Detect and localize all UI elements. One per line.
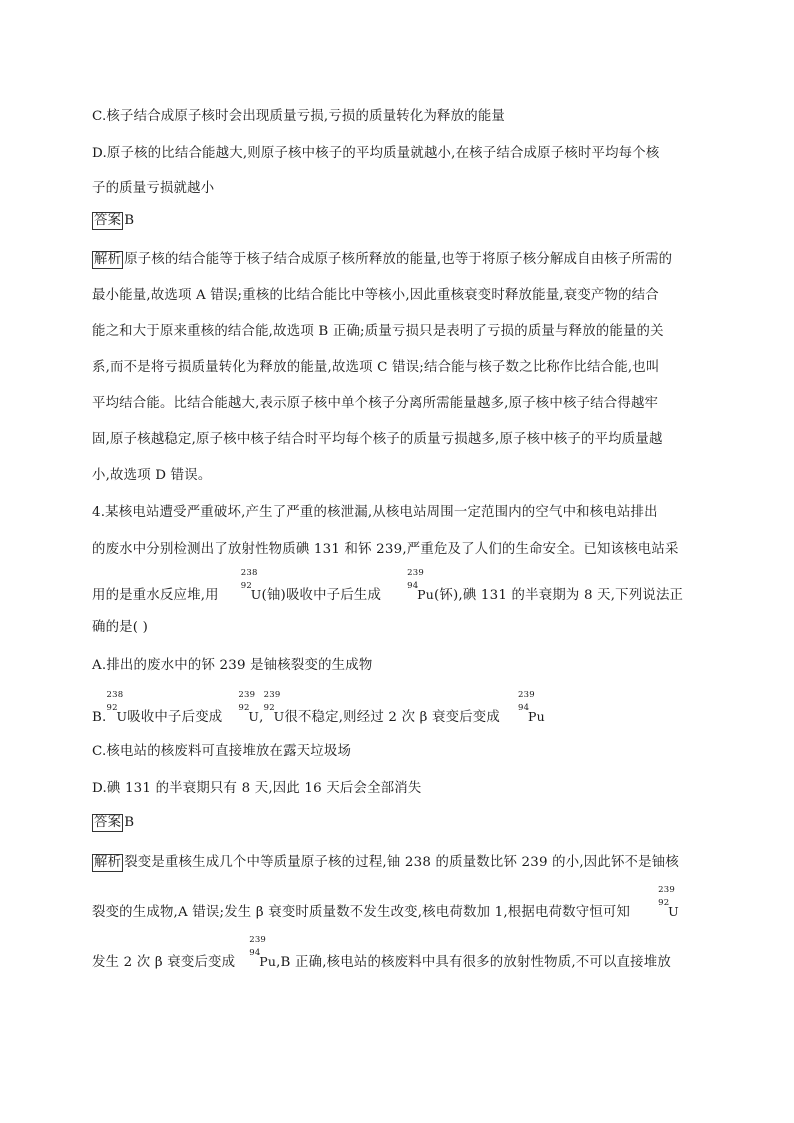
atomic-number: 92 (106, 703, 118, 713)
q3-analysis-line6: 固,原子核越稳定,原子核中核子结合时平均每个核子的质量亏损越多,原子核中核子的平均质量越 (92, 432, 663, 447)
element-symbol: U (116, 709, 128, 724)
q4-stem-line2: 的废水中分别检测出了放射性物质碘 131 和钚 239,严重危及了人们的生命安全。已知该核电站采 (92, 542, 679, 557)
atomic-number: 92 (238, 703, 250, 713)
analysis-text: 裂变的生成物,A 错误;发生 β 衰变时质量数不发生改变,核电荷数加 1,根据电荷数守恒可知 (92, 905, 631, 920)
nuclide-u238 (240, 568, 262, 602)
stem-text: (钚),碘 131 的半衰期为 8 天,下列说法正 (433, 588, 684, 603)
element-symbol: U (273, 709, 285, 724)
answer-value: B (124, 213, 135, 228)
q3-option-d-line1: D.原子核的比结合能越大,则原子核中核子的平均质量就越小,在核子结合成原子核时平均每个核 (92, 146, 660, 161)
nuclide-u238 (106, 690, 128, 724)
mass-number: 238 (106, 690, 124, 700)
q3-option-c: C.核子结合成原子核时会出现质量亏损,亏损的质量转化为释放的能量 (92, 109, 506, 124)
q4-stem-line1: 4.某核电站遭受严重破坏,产生了严重的核泄漏,从核电站周围一定范围内的空气中和核电站排出 (92, 505, 658, 520)
analysis-text: 原子核的结合能等于核子结合成原子核所释放的能量,也等于将原子核分解成自由核子所需的 (124, 252, 673, 267)
mass-number: 239 (658, 885, 675, 895)
atomic-number: 94 (517, 703, 530, 713)
answer-value: B (124, 815, 135, 830)
element-symbol: U (248, 709, 260, 724)
q4-analysis-line1 (92, 851, 679, 872)
atomic-number: 94 (407, 581, 419, 591)
element-symbol: U (250, 587, 262, 602)
analysis-text: ,B 正确,核电站的核废料中具有很多的放射性物质,不可以直接堆放 (276, 955, 671, 970)
mass-number: 239 (238, 690, 256, 700)
nuclide-u239 (658, 885, 679, 919)
q3-analysis-line5: 平均结合能。比结合能越大,表示原子核中单个核子分离所需能量越多,原子核中核子结合得越牢 (92, 396, 659, 411)
q4-option-b: B. 238 92 U吸收中子后变成 239 92 U, 239 92 U很不稳定,则经过 2 次 β 衰变后变成 239 94 Pu (92, 690, 545, 725)
q4-option-c: C.核电站的核废料可直接堆放在露天垃圾场 (92, 744, 352, 759)
answer-label: 答案 (94, 213, 122, 228)
q3-analysis-line2: 最小能量,故选项 A 错误;重核的比结合能比中等核小,因此重核衰变时释放能量,衰变产物的结合 (92, 288, 659, 303)
answer-label: 答案 (94, 815, 122, 830)
nuclide-pu239 (517, 690, 545, 724)
nuclide-u239 (263, 690, 285, 724)
q4-option-d: D.碘 131 的半衰期只有 8 天,因此 16 天后会全部消失 (92, 781, 422, 796)
q4-analysis-line2 (92, 885, 679, 920)
q4-answer (92, 814, 134, 832)
analysis-label: 解析 (94, 855, 122, 870)
q3-analysis-line7: 小,故选项 D 错误。 (92, 468, 212, 483)
stem-text: (铀)吸收中子后生成 (261, 588, 382, 603)
nuclide-u239 (238, 690, 260, 724)
mass-number: 238 (240, 568, 258, 578)
q4-stem-line3 (92, 568, 684, 603)
nuclide-pu239 (407, 568, 434, 602)
q4-stem-line4: 确的是( ) (92, 620, 149, 635)
element-symbol: Pu (527, 709, 545, 724)
option-text: 吸收中子后变成 (127, 710, 223, 725)
atomic-number: 92 (263, 703, 275, 713)
q4-option-a: A.排出的废水中的钚 239 是铀核裂变的生成物 (92, 658, 373, 673)
atomic-number: 94 (249, 948, 261, 958)
element-symbol: U (668, 904, 679, 919)
atomic-number: 92 (658, 898, 670, 908)
mass-number: 239 (407, 568, 424, 578)
analysis-text: 发生 2 次 β 衰变后变成 (92, 955, 236, 970)
element-symbol: Pu (417, 587, 434, 602)
option-text: 很不稳定,则经过 2 次 β 衰变后变成 (284, 710, 500, 725)
q3-analysis-line4: 系,而不是将亏损质量转化为释放的能量,故选项 C 错误;结合能与核子数之比称作比结合能,也叫 (92, 360, 660, 375)
q3-analysis-line1 (92, 248, 672, 269)
q3-option-d-line2: 子的质量亏损就越小 (92, 181, 215, 196)
mass-number: 239 (263, 690, 281, 700)
option-prefix: B. (92, 710, 107, 725)
q3-answer (92, 212, 134, 230)
element-symbol: Pu (259, 954, 277, 969)
atomic-number: 92 (240, 581, 252, 591)
stem-text: 用的是重水反应堆,用 (92, 588, 219, 603)
analysis-text: 裂变是重核生成几个中等质量原子核的过程,铀 238 的质量数比钚 239 的小,因此钚不是铀核 (124, 855, 679, 870)
q3-analysis-line3: 能之和大于原来重核的结合能,故选项 B 正确;质量亏损只是表明了亏损的质量与释放的能量的关 (92, 324, 664, 339)
q4-analysis-line3 (92, 935, 671, 970)
nuclide-pu239 (249, 935, 277, 969)
mass-number: 239 (249, 935, 267, 945)
analysis-label: 解析 (94, 252, 122, 267)
mass-number: 239 (517, 690, 535, 700)
